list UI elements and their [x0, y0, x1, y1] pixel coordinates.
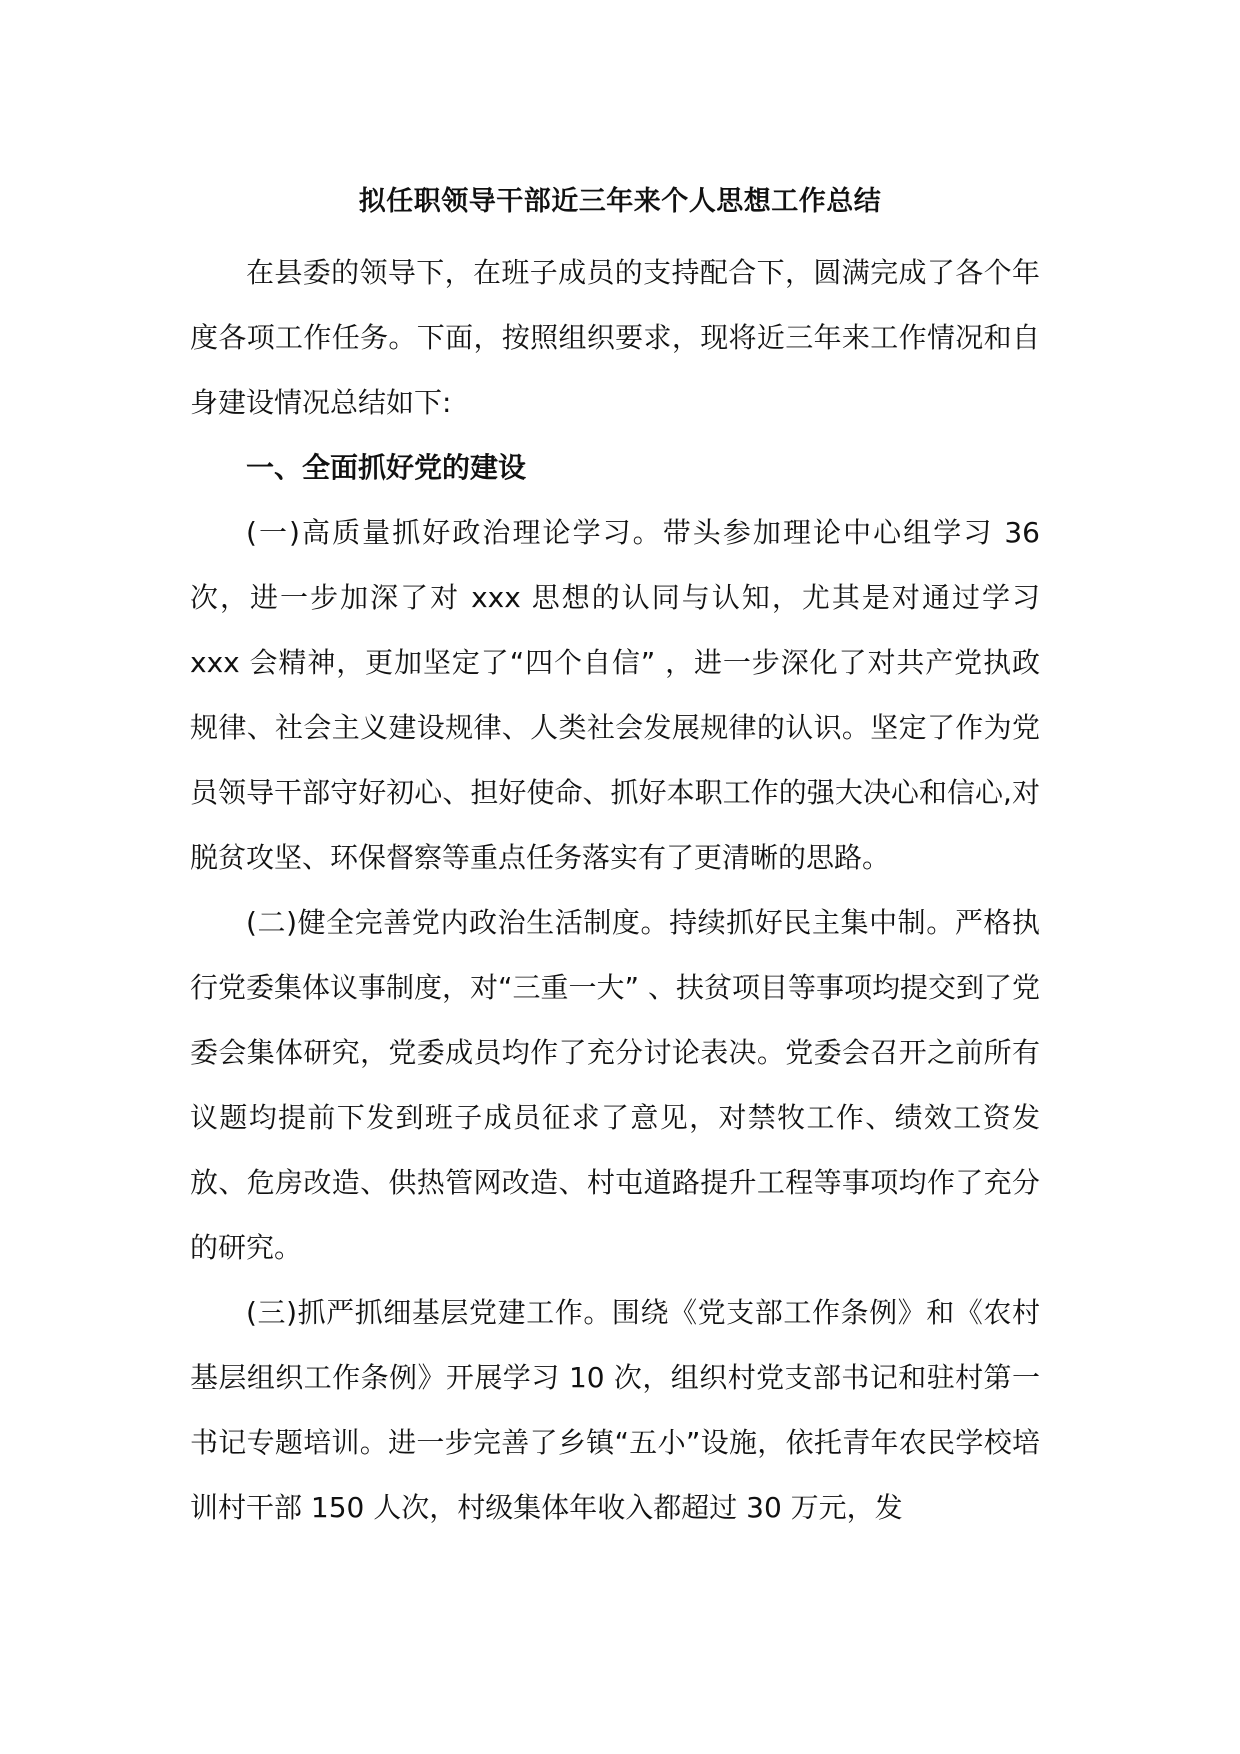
paragraph-2: (二)健全完善党内政治生活制度。持续抓好民主集中制。严格执行党委集体议事制度，对“三重一大” 、扶贫项目等事项均提交到了党委会集体研究，党委成员均作了充分讨论表决。党委会召开之前所有议题均提前下发到班子成员征求了意见，对禁牧工作、绩效工资发放、危房改造、供热管网改造、村屯道路提升工程等事项均作了充分的研究。 — [190, 906, 1040, 1264]
section-heading-1: 一、全面抓好党的建设 — [246, 451, 527, 484]
document-body — [190, 240, 1040, 1540]
paragraph-3: (三)抓严抓细基层党建工作。围绕《党支部工作条例》和《农村基层组织工作条例》开展学习 10 次，组织村党支部书记和驻村第一书记专题培训。进一步完善了乡镇“五小”设施，依托青年农民学校培训村干部 150 人次，村级集体年收入都超过 30 万元，发 — [190, 1296, 1040, 1524]
intro-paragraph: 在县委的领导下，在班子成员的支持配合下，圆满完成了各个年度各项工作任务。下面，按照组织要求，现将近三年来工作情况和自身建设情况总结如下: — [190, 256, 1040, 419]
paragraph-1: (一)高质量抓好政治理论学习。带头参加理论中心组学习 36 次，进一步加深了对 xxx 思想的认同与认知，尤其是对通过学习 xxx 会精神，更加坚定了“四个自信” ，进一步深化了对共产党执政规律、社会主义建设规律、人类社会发展规律的认识。坚定了作为党员领导干部守好初心、担好使命、抓好本职工作的强大决心和信心,对脱贫攻坚、环保督察等重点任务落实有了更清晰的思路。 — [190, 516, 1040, 874]
document-title: 拟任职领导干部近三年来个人思想工作总结 — [358, 186, 882, 217]
